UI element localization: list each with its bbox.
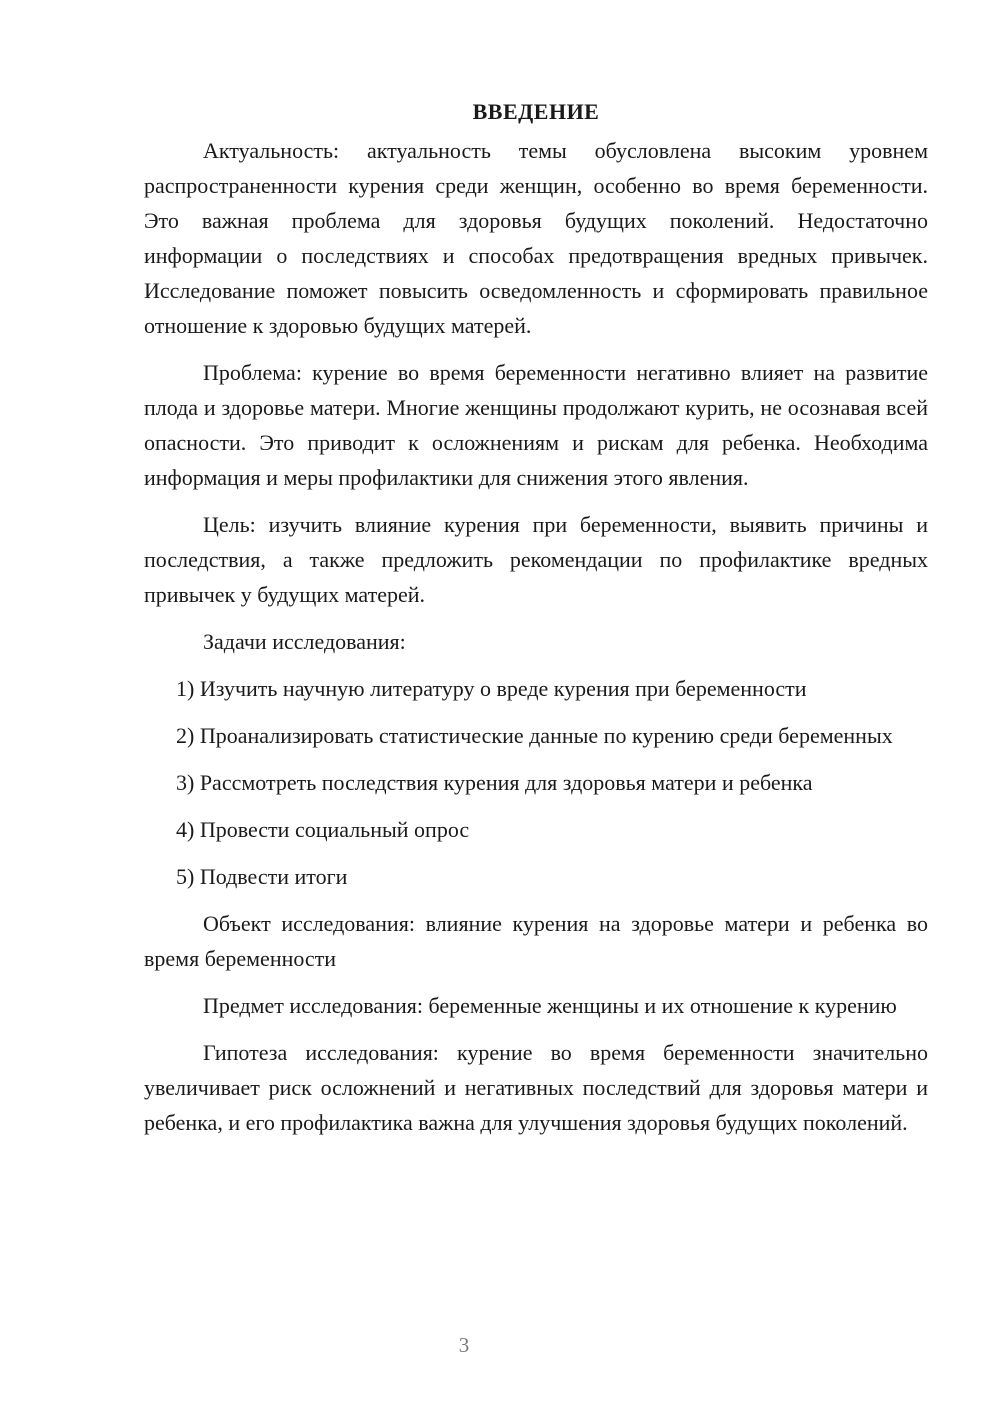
paragraph-problem: Проблема: курение во время беременности негативно влияет на развитие плода и здоровье матери. Многие женщины продолжают курить, не осознавая всей опасности. Это приводит к осложнениям и рискам для ребенка. Необходима информация и меры профилактики для снижения этого явления. — [144, 360, 928, 490]
paragraph-object: Объект исследования: влияние курения на здоровье матери и ребенка во время беременности — [144, 911, 928, 971]
tasks-heading: Задачи исследования: — [203, 629, 406, 654]
page-title: ВВЕДЕНИЕ — [472, 99, 600, 124]
task-item-5: 5) Подвести итоги — [176, 864, 348, 889]
paragraph-hypothesis: Гипотеза исследования: курение во время беременности значительно увеличивает риск осложнений и негативных последствий для здоровья матери и ребенка, и его профилактика важна для улучшения здоровья будущих поколений. — [144, 1040, 928, 1135]
task-item-3: 3) Рассмотреть последствия курения для здоровья матери и ребенка — [176, 770, 813, 795]
page-number: 3 — [458, 1333, 470, 1357]
task-item-1: 1) Изучить научную литературу о вреде курения при беременности — [176, 676, 807, 701]
task-item-2: 2) Проанализировать статистические данные по курению среди беременных — [176, 723, 893, 748]
task-item-4: 4) Провести социальный опрос — [176, 817, 470, 842]
paragraph-subject: Предмет исследования: беременные женщины и их отношение к курению — [203, 993, 897, 1018]
paragraph-relevance: Актуальность: актуальность темы обусловлена высоким уровнем распространенности курения среди женщин, особенно во время беременности. Это важная проблема для здоровья будущих поколений. Недостаточно информации о последствиях и способах предотвращения вредных привычек. Исследование поможет повысить осведомленность и сформировать правильное отношение к здоровью будущих матерей. — [144, 138, 928, 338]
paragraph-goal: Цель: изучить влияние курения при беременности, выявить причины и последствия, а также предложить рекомендации по профилактике вредных привычек у будущих матерей. — [144, 512, 928, 607]
page-content — [144, 94, 928, 1152]
